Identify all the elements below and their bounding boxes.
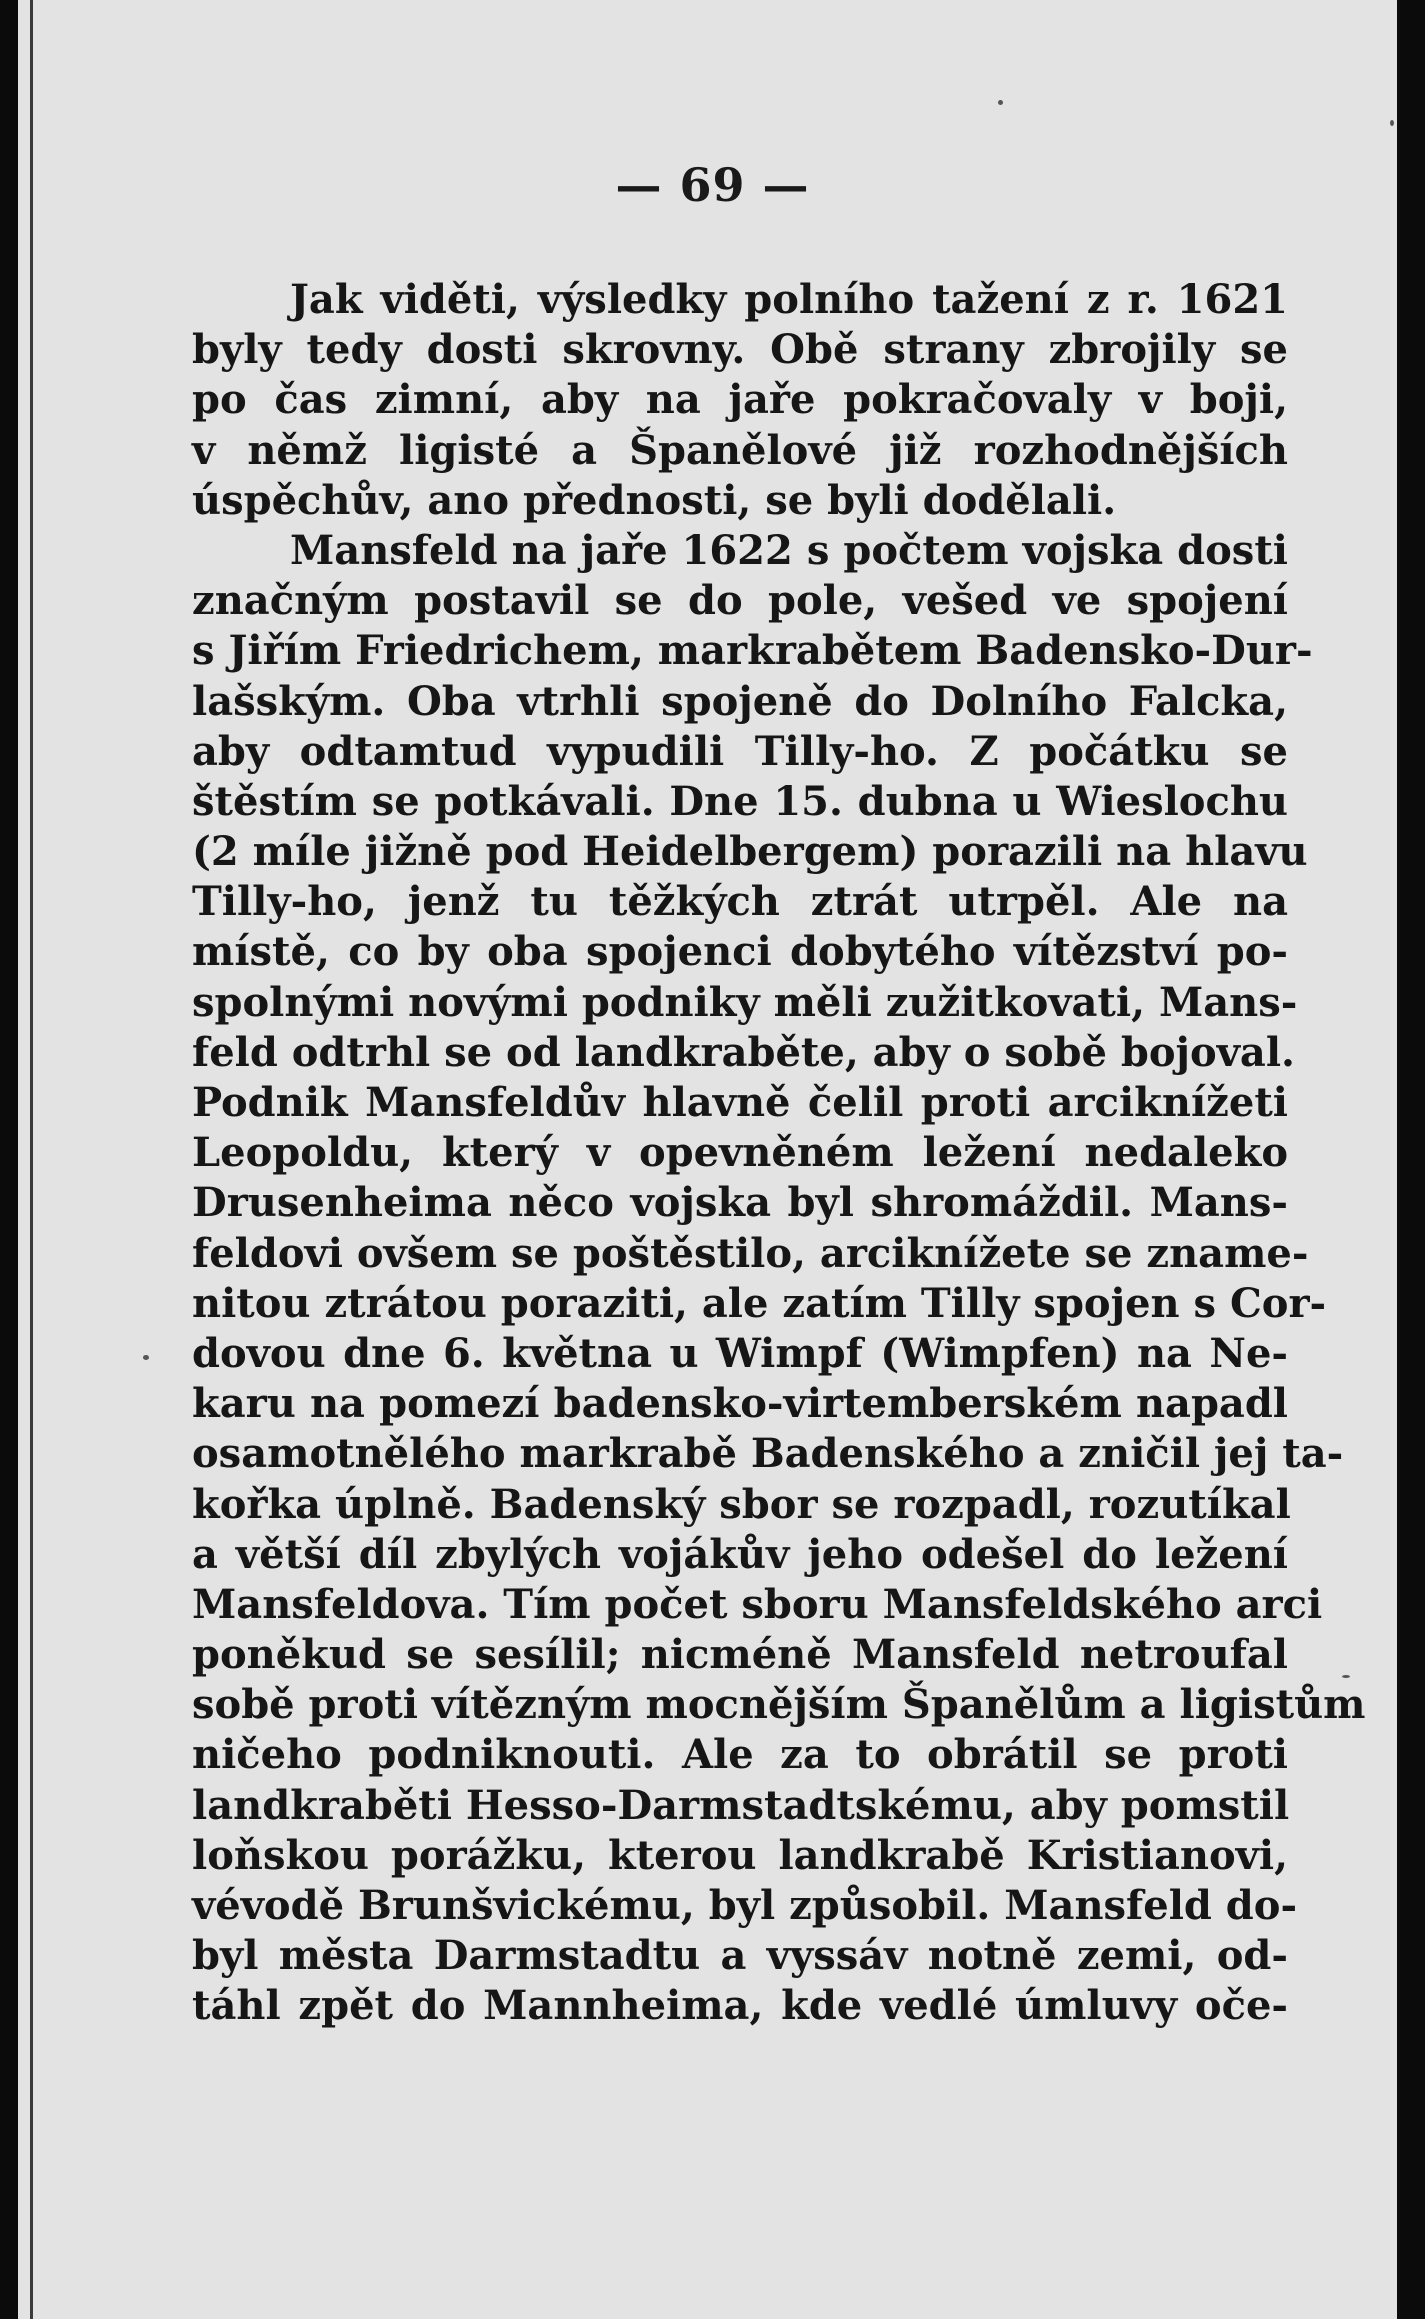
text-line: Jak viděti, výsledky polního tažení z r. 1621 (290, 276, 1288, 323)
text-line: landkraběti Hesso-Darmstadtskému, aby pomstil (192, 1781, 1290, 1829)
text-line: loňskou porážku, kterou landkrabě Kristianovi, (192, 1831, 1288, 1879)
text-line: feldovi ovšem se poštěstilo, arciknížete se zname- (192, 1229, 1309, 1277)
text-line: osamotnělého markrabě Badenského a zničil jej ta- (192, 1430, 1344, 1478)
text-line: sobě proti vítězným mocnějším Španělům a ligistům (192, 1681, 1366, 1729)
text-line: Drusenheima něco vojska byl shromáždil. Mans- (192, 1179, 1288, 1227)
text-line: značným postavil se do pole, vešed ve spojení (192, 577, 1288, 625)
text-line: lašským. Oba vtrhli spojeně do Dolního Falcka, (192, 677, 1288, 725)
paper-speck (1390, 120, 1394, 126)
text-line: aby odtamtud vypudili Tilly-ho. Z počátku se (192, 727, 1288, 775)
text-line: nitou ztrátou poraziti, ale zatím Tilly spojen s Cor- (192, 1279, 1327, 1327)
text-line: s Jiřím Friedrichem, markrabětem Badensko-Dur- (192, 627, 1313, 675)
paper-speck (998, 100, 1003, 105)
text-line: Mansfeldova. Tím počet sboru Mansfeldského arci (192, 1580, 1323, 1628)
text-line: úspěchův, ano přednosti, se byli dodělali. (192, 476, 1117, 524)
text-line: vévodě Brunšvickému, byl způsobil. Mansfeld do- (192, 1882, 1298, 1929)
text-line: Tilly-ho, jenž tu těžkých ztrát utrpěl. Ale na (192, 878, 1288, 926)
text-line: táhl zpět do Mannheima, kde vedlé úmluvy oče- (192, 1982, 1288, 2030)
text-line: kořka úplně. Badenský sbor se rozpadl, rozutíkal (192, 1480, 1291, 1528)
text-line: byl města Darmstadtu a vyssáv notně zemi, od- (192, 1932, 1288, 1980)
text-line: byly tedy dosti skrovny. Obě strany zbrojily se (192, 326, 1288, 374)
text-line: v němž ligisté a Španělové již rozhodnějších (192, 426, 1288, 474)
text-line: štěstím se potkávali. Dne 15. dubna u Wieslochu (192, 777, 1288, 825)
text-line: feld odtrhl se od landkraběte, aby o sobě bojoval. (192, 1028, 1295, 1076)
text-line: Leopoldu, který v opevněném ležení nedaleko (192, 1129, 1288, 1177)
text-line: dovou dne 6. května u Wimpf (Wimpfen) na Ne- (192, 1329, 1288, 1377)
binding-edge (30, 0, 33, 2319)
text-line: Mansfeld na jaře 1622 s počtem vojska dosti (290, 526, 1288, 574)
text-line: místě, co by oba spojenci dobytého vítězství po- (192, 928, 1288, 976)
text-line: karu na pomezí badensko-virtemberském napadl (192, 1380, 1288, 1428)
text-line: spolnými novými podniky měli zužitkovati, Mans- (192, 978, 1298, 1026)
text-line: a větší díl zbylých vojákův jeho odešel do ležení (192, 1530, 1288, 1578)
paper-speck (143, 1355, 149, 1360)
paper-speck (1342, 1675, 1350, 1678)
text-line: po čas zimní, aby na jaře pokračovaly v boji, (192, 376, 1288, 424)
text-line: ničeho podniknouti. Ale za to obrátil se proti (192, 1731, 1288, 1779)
body-text (192, 275, 1366, 2032)
page-number: — 69 — (615, 158, 810, 212)
text-line: poněkud se sesílil; nicméně Mansfeld netroufal (192, 1631, 1288, 1679)
text-line: Podnik Mansfeldův hlavně čelil proti arciknížeti (192, 1079, 1288, 1126)
text-line: (2 míle jižně pod Heidelbergem) porazili na hlavu (192, 828, 1308, 876)
